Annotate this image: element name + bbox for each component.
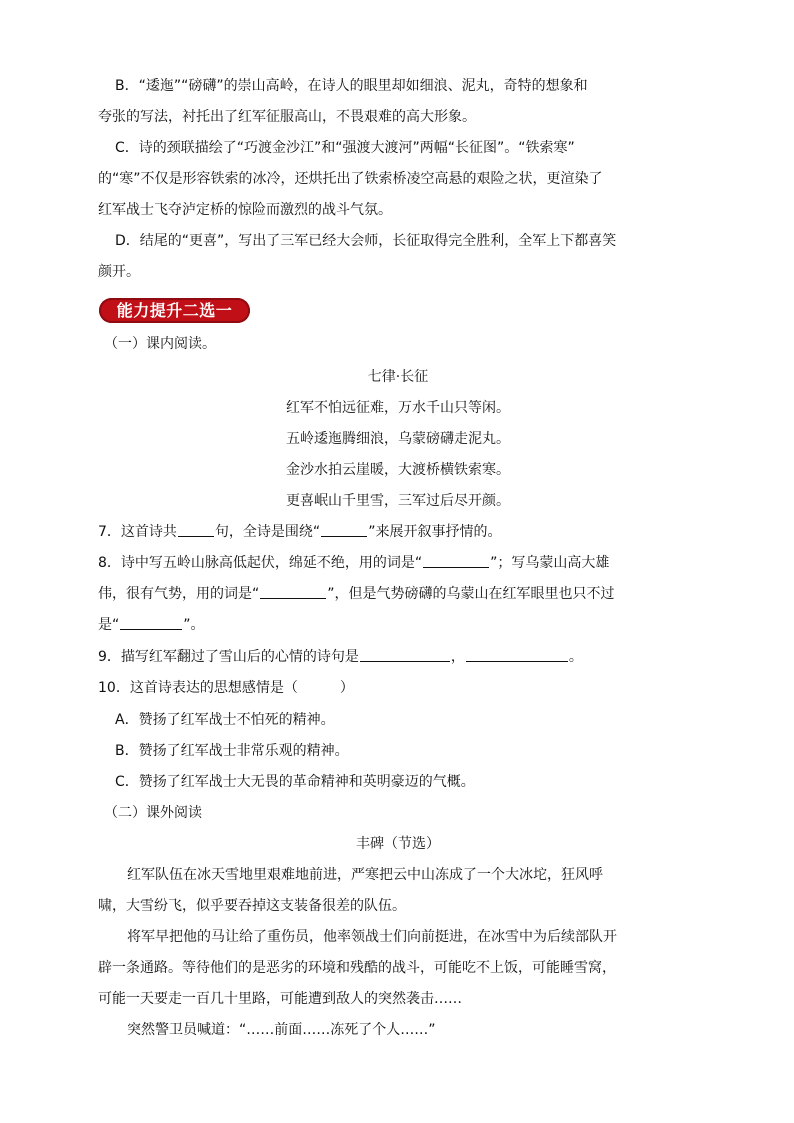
passage-p2-line-2: 辟一条通路。等待他们的是恶劣的环境和残酷的战斗，可能吃不上饭，可能睡雪窝， [98, 960, 616, 976]
poem-line-2: 五岭逶迤腾细浪，乌蒙磅礴走泥丸。 [286, 431, 510, 447]
passage-p1-line-2: 啸，大雪纷飞，似乎要吞掉这支装备很差的队伍。 [98, 898, 406, 914]
question-8-part-a: 8．诗中写五岭山脉高低起伏，绵延不绝，用的词是“ [98, 555, 423, 571]
question-7-part-c: ”来展开叙事抒情的。 [368, 524, 502, 540]
question-9-part-a: 9．描写红军翻过了雪山后的心情的诗句是 [98, 649, 359, 665]
answer-blank-9b[interactable] [466, 647, 568, 662]
option-b-line-2: 夸张的写法，衬托出了红军征服高山，不畏艰难的高大形象。 [98, 109, 476, 125]
section-badge: 能力提升二选一 [99, 298, 250, 323]
question-8-part-f: ”。 [183, 617, 205, 633]
answer-blank-7b[interactable] [321, 522, 367, 537]
option-c-line-3: 红军战士飞夺泸定桥的惊险而激烈的战斗气氛。 [98, 202, 392, 218]
part-one-heading: （一）课内阅读。 [104, 336, 216, 352]
question-10-option-a[interactable]: A．赞扬了红军战士不怕死的精神。 [115, 712, 335, 728]
answer-blank-8a[interactable] [423, 553, 489, 568]
option-c-line-1: C．诗的颈联描绘了“巧渡金沙江”和“强渡大渡河”两幅“长征图”。“铁索寒” [115, 140, 575, 156]
question-8-part-b: ”；写乌蒙山高大雄 [490, 555, 610, 571]
answer-blank-8c[interactable] [120, 615, 182, 630]
question-7 [98, 521, 698, 543]
question-8-part-e: 是“ [98, 617, 120, 633]
question-8-line-1 [98, 552, 698, 574]
question-9 [98, 646, 698, 668]
question-7-part-b: 句，全诗是围绕“ [214, 524, 321, 540]
poem-line-1: 红军不怕远征难，万水千山只等闲。 [286, 400, 510, 416]
poem-title: 七律·长征 [367, 369, 429, 385]
passage-p3-line-1: 突然警卫员喊道：“……前面……冻死了个人……” [127, 1022, 436, 1038]
question-10-option-b[interactable]: B．赞扬了红军战士非常乐观的精神。 [115, 743, 349, 759]
option-c-line-2: 的“寒”不仅是形容铁索的冰冷，还烘托出了铁索桥凌空高悬的艰险之状，更渲染了 [98, 171, 603, 187]
passage-p1-line-1: 红军队伍在冰天雪地里艰难地前进，严寒把云中山冻成了一个大冰坨，狂风呼 [127, 867, 603, 883]
question-10: 10．这首诗表达的思想感情是（ ） [98, 680, 354, 696]
part-two-heading: （二）课外阅读 [104, 805, 202, 821]
option-b-line-1: B．“逶迤”“磅礴”的崇山高岭，在诗人的眼里却如细浪、泥丸，奇特的想象和 [115, 78, 588, 94]
question-9-part-b: ， [450, 649, 465, 665]
answer-blank-7a[interactable] [178, 522, 214, 537]
question-10-option-c[interactable]: C．赞扬了红军战士大无畏的革命精神和英明豪迈的气概。 [115, 774, 475, 790]
answer-blank-8b[interactable] [260, 584, 326, 599]
passage-title: 丰碑（节选） [356, 836, 440, 852]
option-d-line-2: 颜开。 [98, 264, 140, 280]
passage-p2-line-1: 将军早把他的马让给了重伤员，他率领战士们向前挺进，在冰雪中为后续部队开 [127, 929, 617, 945]
question-8-part-d: ”，但是气势磅礴的乌蒙山在红军眼里也只不过 [327, 586, 615, 602]
answer-blank-9a[interactable] [360, 647, 450, 662]
passage-p2-line-3: 可能一天要走一百几十里路，可能遭到敌人的突然袭击…… [98, 991, 462, 1007]
option-d-line-1: D．结尾的“更喜”，写出了三军已经大会师，长征取得完全胜利，全军上下都喜笑 [115, 233, 617, 249]
poem-line-4: 更喜岷山千里雪，三军过后尽开颜。 [286, 493, 510, 509]
question-8-part-c: 伟，很有气势，用的词是“ [98, 586, 260, 602]
question-8-line-2 [98, 583, 698, 605]
question-8-line-3 [98, 614, 698, 636]
poem-line-3: 金沙水拍云崖暖，大渡桥横铁索寒。 [286, 462, 510, 478]
question-7-part-a: 7．这首诗共 [98, 524, 177, 540]
question-9-part-c: 。 [568, 649, 583, 665]
